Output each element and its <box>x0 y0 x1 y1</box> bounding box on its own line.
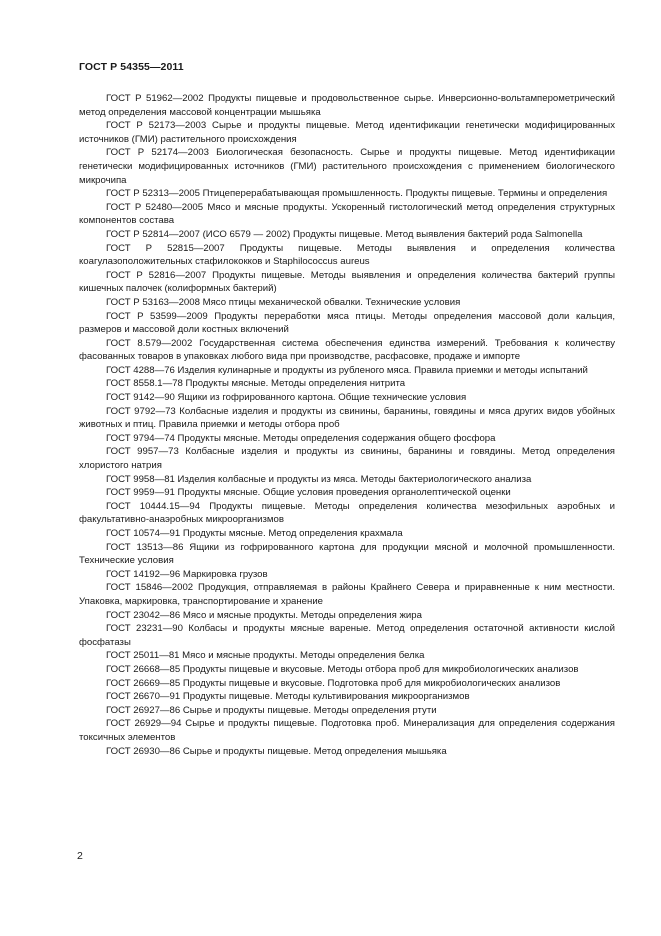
reference-entry: ГОСТ 15846—2002 Продукция, отправляемая в районы Крайнего Севера и приравненные к ним местности. Упаковка, маркировка, транспортирование и хранение <box>79 582 615 607</box>
reference-entry: ГОСТ 9959—91 Продукты мясные. Общие условия проведения органолептической оценки <box>106 487 511 499</box>
reference-entry: ГОСТ Р 51962—2002 Продукты пищевые и продовольственное сырье. Инверсионно-вольтамперометрический метод определения массовой концентрации мышьяка <box>79 93 615 118</box>
reference-entry: ГОСТ 26929—94 Сырье и продукты пищевые. Подготовка проб. Минерализация для определения содержания токсичных элементов <box>79 718 615 743</box>
reference-entry: ГОСТ 25011—81 Мясо и мясные продукты. Методы определения белка <box>106 650 425 662</box>
reference-entry: ГОСТ Р 52173—2003 Сырье и продукты пищевые. Метод идентификации генетически модифицированных источников (ГМИ) растительного происхождения <box>79 120 615 145</box>
reference-entry: ГОСТ 26927—86 Сырье и продукты пищевые. Методы определения ртути <box>106 704 437 716</box>
reference-entry: ГОСТ 23042—86 Мясо и мясные продукты. Методы определения жира <box>106 609 422 621</box>
document-header: ГОСТ Р 54355—2011 <box>79 61 184 73</box>
reference-entry: ГОСТ 8558.1—78 Продукты мясные. Методы определения нитрита <box>106 378 406 390</box>
page-number: 2 <box>77 850 83 862</box>
reference-entry: ГОСТ 9794—74 Продукты мясные. Методы определения содержания общего фосфора <box>106 432 496 444</box>
reference-entry: ГОСТ 26669—85 Продукты пищевые и вкусовые. Подготовка проб для микробиологических анализов <box>106 677 561 689</box>
reference-entry: ГОСТ 14192—96 Маркировка грузов <box>106 568 268 580</box>
reference-entry: ГОСТ Р 53163—2008 Мясо птицы механической обвалки. Технические условия <box>106 296 461 308</box>
reference-entry: ГОСТ 10444.15—94 Продукты пищевые. Методы определения количества мезофильных аэробных и факультативно-анаэробных микроорганизмов <box>79 500 615 526</box>
reference-entry: ГОСТ 23231—90 Колбасы и продукты мясные вареные. Метод определения остаточной активности кислой фосфатазы <box>79 623 615 648</box>
reference-entry: ГОСТ 26670—91 Продукты пищевые. Методы культивирования микроорганизмов <box>106 691 470 703</box>
reference-entry: ГОСТ 26668—85 Продукты пищевые и вкусовые. Методы отбора проб для микробиологических анализов <box>106 663 579 675</box>
reference-entry: ГОСТ 26930—86 Сырье и продукты пищевые. Метод определения мышьяка <box>106 745 447 757</box>
reference-entry: ГОСТ 4288—76 Изделия кулинарные и продукты из рубленого мяса. Правила приемки и методы испытаний <box>106 364 588 376</box>
reference-entry: ГОСТ Р 53599—2009 Продукты переработки мяса птицы. Методы определения массовой доли кальция, размеров и массовой доли костных включений <box>79 310 615 336</box>
reference-entry: ГОСТ 9792—73 Колбасные изделия и продукты из свинины, баранины, говядины и мяса других видов убойных животных и птиц. Правила приемки и методы отбора проб <box>79 405 615 431</box>
reference-entry: ГОСТ 9958—81 Изделия колбасные и продукты из мяса. Методы бактериологического анализа <box>106 473 532 485</box>
reference-entry: ГОСТ 13513—86 Ящики из гофрированного картона для продукции мясной и молочной промышленности. Технические условия <box>79 541 615 567</box>
normative-references-list <box>79 92 615 758</box>
reference-entry: ГОСТ Р 52313—2005 Птицеперерабатывающая промышленность. Продукты пищевые. Термины и определения <box>106 188 608 200</box>
reference-entry: ГОСТ Р 52480—2005 Мясо и мясные продукты. Ускоренный гистологический метод определения структурных компонентов состава <box>79 201 615 227</box>
reference-entry: ГОСТ 9957—73 Колбасные изделия и продукты из свинины, баранины и говядины. Метод определения хлористого натрия <box>79 446 615 472</box>
reference-entry: ГОСТ 10574—91 Продукты мясные. Метод определения крахмала <box>106 528 403 539</box>
reference-entry: ГОСТ 9142—90 Ящики из гофрированного картона. Общие технические условия <box>106 392 467 404</box>
reference-entry: ГОСТ Р 52814—2007 (ИСО 6579 — 2002) Продукты пищевые. Метод выявления бактерий рода Salmonella <box>106 228 583 240</box>
reference-entry: ГОСТ 8.579—2002 Государственная система обеспечения единства измерений. Требования к количеству фасованных товаров в упаковках любого вида при производстве, расфасовке, продаже и импорте <box>79 337 615 363</box>
reference-entry: ГОСТ Р 52174—2003 Биологическая безопасность. Сырье и продукты пищевые. Метод идентификации генетически модифицированных источников (ГМИ) растительного происхождения с применением биологического микрочипа <box>79 147 615 186</box>
reference-entry: ГОСТ Р 52815—2007 Продукты пищевые. Методы выявления и определения количества коагулазоположительных стафилококков и Staphilococcus aureus <box>79 242 615 268</box>
reference-entry: ГОСТ Р 52816—2007 Продукты пищевые. Методы выявления и определения количества бактерий группы кишечных палочек (колиформных бактерий) <box>79 269 615 295</box>
